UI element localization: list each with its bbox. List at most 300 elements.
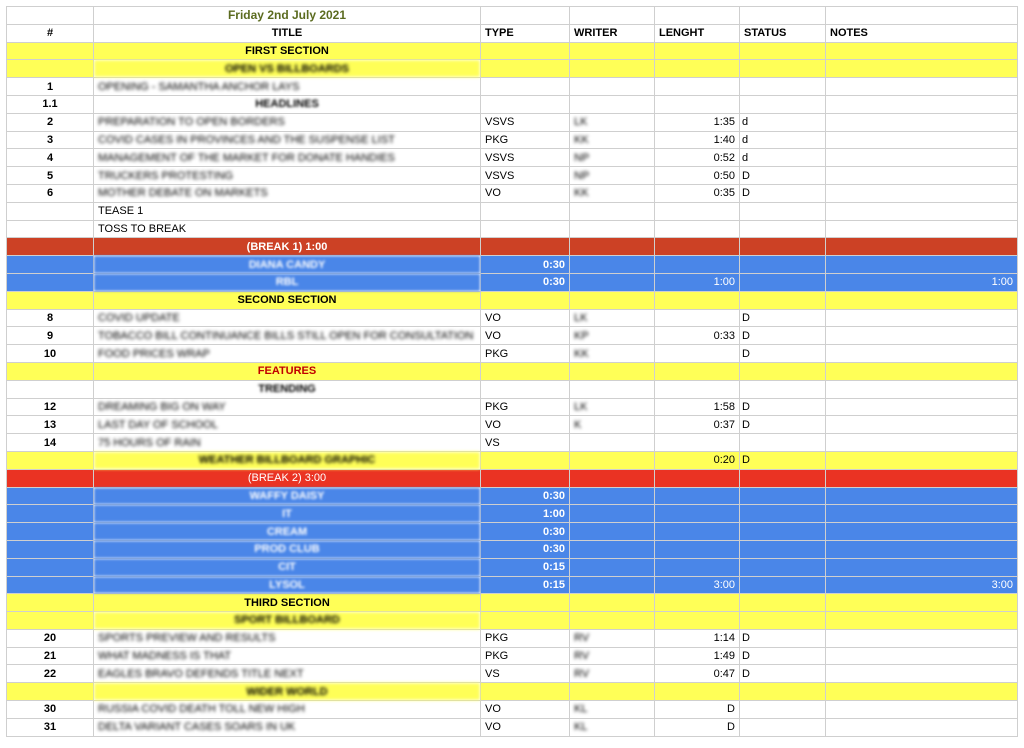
row-length [655, 345, 740, 363]
row-number [7, 683, 94, 701]
row-writer: LK [570, 309, 655, 327]
row-status [740, 487, 826, 505]
row-writer [570, 60, 655, 78]
row-number: 13 [7, 416, 94, 434]
row-length [655, 558, 740, 576]
row-notes: 3:00 [826, 576, 1018, 594]
row-notes [826, 149, 1018, 167]
row-type: VS [481, 434, 570, 452]
row-status: D [740, 647, 826, 665]
row-title: PROD CLUB [94, 540, 481, 558]
row-type: VO [481, 184, 570, 202]
row-status: D [740, 451, 826, 469]
row-length [655, 42, 740, 60]
rundown-row [7, 398, 1018, 416]
row-type: 0:30 [481, 487, 570, 505]
row-status [740, 291, 826, 309]
row-length [655, 309, 740, 327]
row-type: VSVS [481, 149, 570, 167]
row-type: PKG [481, 629, 570, 647]
date-row [7, 7, 1018, 25]
row-type [481, 220, 570, 238]
row-type: 0:30 [481, 540, 570, 558]
row-length: D [655, 701, 740, 719]
row-notes [826, 184, 1018, 202]
row-notes [826, 451, 1018, 469]
row-title: MOTHER DEBATE ON MARKETS [94, 184, 481, 202]
rundown-row [7, 434, 1018, 452]
row-number: 14 [7, 434, 94, 452]
rundown-row [7, 683, 1018, 701]
row-status [740, 362, 826, 380]
row-number: 20 [7, 629, 94, 647]
row-type [481, 42, 570, 60]
rundown-row [7, 701, 1018, 719]
row-number: 3 [7, 131, 94, 149]
row-type: VSVS [481, 167, 570, 185]
row-title: LYSOL [94, 576, 481, 594]
row-length [655, 612, 740, 630]
row-number [7, 380, 94, 398]
row-writer: KK [570, 184, 655, 202]
row-notes [826, 42, 1018, 60]
row-writer: KK [570, 131, 655, 149]
row-writer [570, 380, 655, 398]
row-writer: NP [570, 167, 655, 185]
row-notes [826, 113, 1018, 131]
row-title: RUSSIA COVID DEATH TOLL NEW HIGH [94, 701, 481, 719]
row-number: 12 [7, 398, 94, 416]
rundown-row [7, 523, 1018, 541]
row-status: D [740, 416, 826, 434]
row-type [481, 380, 570, 398]
row-title: LAST DAY OF SCHOOL [94, 416, 481, 434]
rundown-row [7, 291, 1018, 309]
header-notes: NOTES [826, 24, 1018, 42]
row-length [655, 291, 740, 309]
rundown-row [7, 647, 1018, 665]
row-length: 0:47 [655, 665, 740, 683]
row-notes [826, 647, 1018, 665]
row-number: 5 [7, 167, 94, 185]
header-status: STATUS [740, 24, 826, 42]
row-status [740, 469, 826, 487]
row-length: 0:52 [655, 149, 740, 167]
row-notes [826, 558, 1018, 576]
row-type [481, 202, 570, 220]
row-number [7, 291, 94, 309]
row-title: CIT [94, 558, 481, 576]
row-number: 22 [7, 665, 94, 683]
row-status [740, 42, 826, 60]
row-status: D [740, 184, 826, 202]
row-notes [826, 362, 1018, 380]
row-notes [826, 398, 1018, 416]
row-status: D [740, 167, 826, 185]
rundown-row [7, 113, 1018, 131]
row-writer: RV [570, 665, 655, 683]
row-title: SPORTS PREVIEW AND RESULTS [94, 629, 481, 647]
row-number: 30 [7, 701, 94, 719]
row-notes [826, 540, 1018, 558]
row-notes [826, 701, 1018, 719]
row-type [481, 594, 570, 612]
row-writer [570, 594, 655, 612]
row-notes [826, 309, 1018, 327]
row-type [481, 451, 570, 469]
row-length [655, 683, 740, 701]
row-status: D [740, 309, 826, 327]
row-number [7, 273, 94, 291]
row-length [655, 202, 740, 220]
row-number: 31 [7, 718, 94, 736]
rundown-row [7, 451, 1018, 469]
row-writer: K [570, 416, 655, 434]
row-title: THIRD SECTION [94, 594, 481, 612]
row-writer [570, 612, 655, 630]
header-type: TYPE [481, 24, 570, 42]
row-writer [570, 540, 655, 558]
header-row [7, 24, 1018, 42]
row-type: 0:30 [481, 256, 570, 274]
row-length [655, 78, 740, 96]
rundown-row [7, 576, 1018, 594]
row-title: FEATURES [94, 362, 481, 380]
row-notes [826, 683, 1018, 701]
row-length: 0:35 [655, 184, 740, 202]
row-number [7, 594, 94, 612]
row-title: OPEN VS BILLBOARDS [94, 60, 481, 78]
row-notes [826, 60, 1018, 78]
row-status [740, 558, 826, 576]
row-length: 0:33 [655, 327, 740, 345]
row-status [740, 523, 826, 541]
row-writer [570, 505, 655, 523]
row-type [481, 291, 570, 309]
row-type: 0:15 [481, 558, 570, 576]
rundown-row [7, 60, 1018, 78]
row-writer [570, 576, 655, 594]
row-number [7, 42, 94, 60]
row-type: PKG [481, 398, 570, 416]
row-number: 1 [7, 78, 94, 96]
row-writer [570, 291, 655, 309]
row-number [7, 612, 94, 630]
row-length [655, 362, 740, 380]
row-length: 1:40 [655, 131, 740, 149]
row-title: TOBACCO BILL CONTINUANCE BILLS STILL OPEN FOR CONSULTATION [94, 327, 481, 345]
row-status [740, 273, 826, 291]
row-length [655, 487, 740, 505]
row-status [740, 95, 826, 113]
row-writer: NP [570, 149, 655, 167]
row-title: DREAMING BIG ON WAY [94, 398, 481, 416]
row-number [7, 362, 94, 380]
row-number [7, 60, 94, 78]
row-length [655, 434, 740, 452]
row-title: TOSS TO BREAK [94, 220, 481, 238]
row-title: HEADLINES [94, 95, 481, 113]
row-status [740, 380, 826, 398]
row-title: MANAGEMENT OF THE MARKET FOR DONATE HANDIES [94, 149, 481, 167]
row-number: 1.1 [7, 95, 94, 113]
rundown-row [7, 362, 1018, 380]
row-type: 1:00 [481, 505, 570, 523]
row-notes [826, 594, 1018, 612]
row-notes [826, 469, 1018, 487]
row-notes [826, 523, 1018, 541]
row-title: OPENING - SAMANTHA ANCHOR LAYS [94, 78, 481, 96]
row-status: D [740, 398, 826, 416]
row-type [481, 683, 570, 701]
rundown-row [7, 558, 1018, 576]
row-status [740, 238, 826, 256]
row-number [7, 505, 94, 523]
row-status [740, 612, 826, 630]
rundown-row [7, 380, 1018, 398]
row-length [655, 256, 740, 274]
row-type [481, 60, 570, 78]
row-notes [826, 434, 1018, 452]
row-title: DIANA CANDY [94, 256, 481, 274]
row-type [481, 612, 570, 630]
rundown-row [7, 629, 1018, 647]
row-type: VS [481, 665, 570, 683]
row-number: 9 [7, 327, 94, 345]
row-status [740, 540, 826, 558]
rundown-row [7, 131, 1018, 149]
row-writer: LK [570, 113, 655, 131]
row-notes [826, 345, 1018, 363]
row-type [481, 469, 570, 487]
row-number [7, 220, 94, 238]
row-length [655, 60, 740, 78]
row-status [740, 701, 826, 719]
row-notes [826, 718, 1018, 736]
rundown-row [7, 540, 1018, 558]
row-writer [570, 42, 655, 60]
row-writer: KK [570, 345, 655, 363]
row-title: SPORT BILLBOARD [94, 612, 481, 630]
row-length: 1:35 [655, 113, 740, 131]
row-length: 0:50 [655, 167, 740, 185]
row-writer [570, 434, 655, 452]
row-status [740, 576, 826, 594]
rundown-row [7, 256, 1018, 274]
row-writer [570, 523, 655, 541]
rundown-row [7, 612, 1018, 630]
row-number [7, 487, 94, 505]
row-title: COVID CASES IN PROVINCES AND THE SUSPENSE LIST [94, 131, 481, 149]
row-type: 0:30 [481, 273, 570, 291]
rundown-row [7, 149, 1018, 167]
row-type [481, 238, 570, 256]
row-number [7, 451, 94, 469]
row-number [7, 202, 94, 220]
row-notes [826, 380, 1018, 398]
row-number: 21 [7, 647, 94, 665]
row-status: D [740, 345, 826, 363]
rundown-row [7, 202, 1018, 220]
row-notes [826, 416, 1018, 434]
row-type: VO [481, 327, 570, 345]
row-writer [570, 202, 655, 220]
row-notes [826, 629, 1018, 647]
row-number [7, 256, 94, 274]
row-title: WEATHER BILLBOARD GRAPHIC [94, 451, 481, 469]
row-title: RBL [94, 273, 481, 291]
row-writer: RV [570, 629, 655, 647]
row-status [740, 256, 826, 274]
row-type: PKG [481, 345, 570, 363]
row-title: (BREAK 2) 3:00 [94, 469, 481, 487]
rundown-row [7, 469, 1018, 487]
rundown-row [7, 487, 1018, 505]
row-writer: KL [570, 701, 655, 719]
row-status [740, 60, 826, 78]
rundown-row [7, 184, 1018, 202]
row-type: VO [481, 416, 570, 434]
row-length [655, 220, 740, 238]
row-length [655, 95, 740, 113]
row-writer [570, 256, 655, 274]
row-length: 0:20 [655, 451, 740, 469]
row-writer [570, 469, 655, 487]
row-writer: LK [570, 398, 655, 416]
row-title: TEASE 1 [94, 202, 481, 220]
row-notes [826, 291, 1018, 309]
row-number: 4 [7, 149, 94, 167]
row-status [740, 220, 826, 238]
row-type: PKG [481, 131, 570, 149]
row-title: PREPARATION TO OPEN BORDERS [94, 113, 481, 131]
rundown-table [6, 6, 1018, 737]
row-writer: KL [570, 718, 655, 736]
rundown-row [7, 665, 1018, 683]
rundown-row [7, 220, 1018, 238]
rundown-row [7, 95, 1018, 113]
row-length: 1:14 [655, 629, 740, 647]
rundown-row [7, 416, 1018, 434]
row-length [655, 505, 740, 523]
row-length: 3:00 [655, 576, 740, 594]
row-number [7, 238, 94, 256]
row-writer [570, 273, 655, 291]
row-status: D [740, 327, 826, 345]
row-status [740, 505, 826, 523]
rundown-row [7, 167, 1018, 185]
row-length: 1:58 [655, 398, 740, 416]
row-length: 0:37 [655, 416, 740, 434]
row-title: EAGLES BRAVO DEFENDS TITLE NEXT [94, 665, 481, 683]
row-notes [826, 220, 1018, 238]
row-number: 2 [7, 113, 94, 131]
rundown-row [7, 594, 1018, 612]
row-status [740, 718, 826, 736]
row-writer [570, 487, 655, 505]
row-writer [570, 78, 655, 96]
row-notes [826, 202, 1018, 220]
rundown-row [7, 718, 1018, 736]
row-status: D [740, 629, 826, 647]
row-title: WAFFY DAISY [94, 487, 481, 505]
row-length: 1:49 [655, 647, 740, 665]
rundown-row [7, 42, 1018, 60]
row-number [7, 523, 94, 541]
row-title: 75 HOURS OF RAIN [94, 434, 481, 452]
row-length: 1:00 [655, 273, 740, 291]
row-notes [826, 256, 1018, 274]
row-notes [826, 487, 1018, 505]
row-status [740, 78, 826, 96]
rundown-row [7, 345, 1018, 363]
row-title: DELTA VARIANT CASES SOARS IN UK [94, 718, 481, 736]
row-length [655, 540, 740, 558]
row-number: 10 [7, 345, 94, 363]
header-title: TITLE [94, 24, 481, 42]
row-title: WIDER WORLD [94, 683, 481, 701]
row-type [481, 362, 570, 380]
rundown-row [7, 309, 1018, 327]
row-type: VO [481, 309, 570, 327]
row-title: COVID UPDATE [94, 309, 481, 327]
row-type: 0:15 [481, 576, 570, 594]
row-title: CREAM [94, 523, 481, 541]
row-writer [570, 95, 655, 113]
rundown-row [7, 327, 1018, 345]
row-writer: RV [570, 647, 655, 665]
row-title: SECOND SECTION [94, 291, 481, 309]
row-notes [826, 131, 1018, 149]
row-length [655, 594, 740, 612]
row-number: 6 [7, 184, 94, 202]
row-type: VO [481, 701, 570, 719]
row-status [740, 683, 826, 701]
row-notes [826, 665, 1018, 683]
row-type: PKG [481, 647, 570, 665]
row-notes [826, 612, 1018, 630]
row-status [740, 202, 826, 220]
row-title: FIRST SECTION [94, 42, 481, 60]
row-number: 8 [7, 309, 94, 327]
row-writer [570, 683, 655, 701]
row-title: FOOD PRICES WRAP [94, 345, 481, 363]
rundown-row [7, 273, 1018, 291]
rundown-row [7, 238, 1018, 256]
row-writer [570, 220, 655, 238]
rundown-row [7, 505, 1018, 523]
row-status: d [740, 149, 826, 167]
document-date: Friday 2nd July 2021 [94, 7, 481, 25]
row-type: VSVS [481, 113, 570, 131]
row-writer [570, 238, 655, 256]
row-type [481, 95, 570, 113]
row-length [655, 380, 740, 398]
header-length: LENGHT [655, 24, 740, 42]
row-type [481, 78, 570, 96]
row-number [7, 558, 94, 576]
row-title: WHAT MADNESS IS THAT [94, 647, 481, 665]
row-notes [826, 95, 1018, 113]
row-title: (BREAK 1) 1:00 [94, 238, 481, 256]
row-status: D [740, 665, 826, 683]
row-number [7, 469, 94, 487]
row-status: d [740, 131, 826, 149]
row-number [7, 540, 94, 558]
row-title: TRENDING [94, 380, 481, 398]
rundown-row [7, 78, 1018, 96]
row-notes: 1:00 [826, 273, 1018, 291]
